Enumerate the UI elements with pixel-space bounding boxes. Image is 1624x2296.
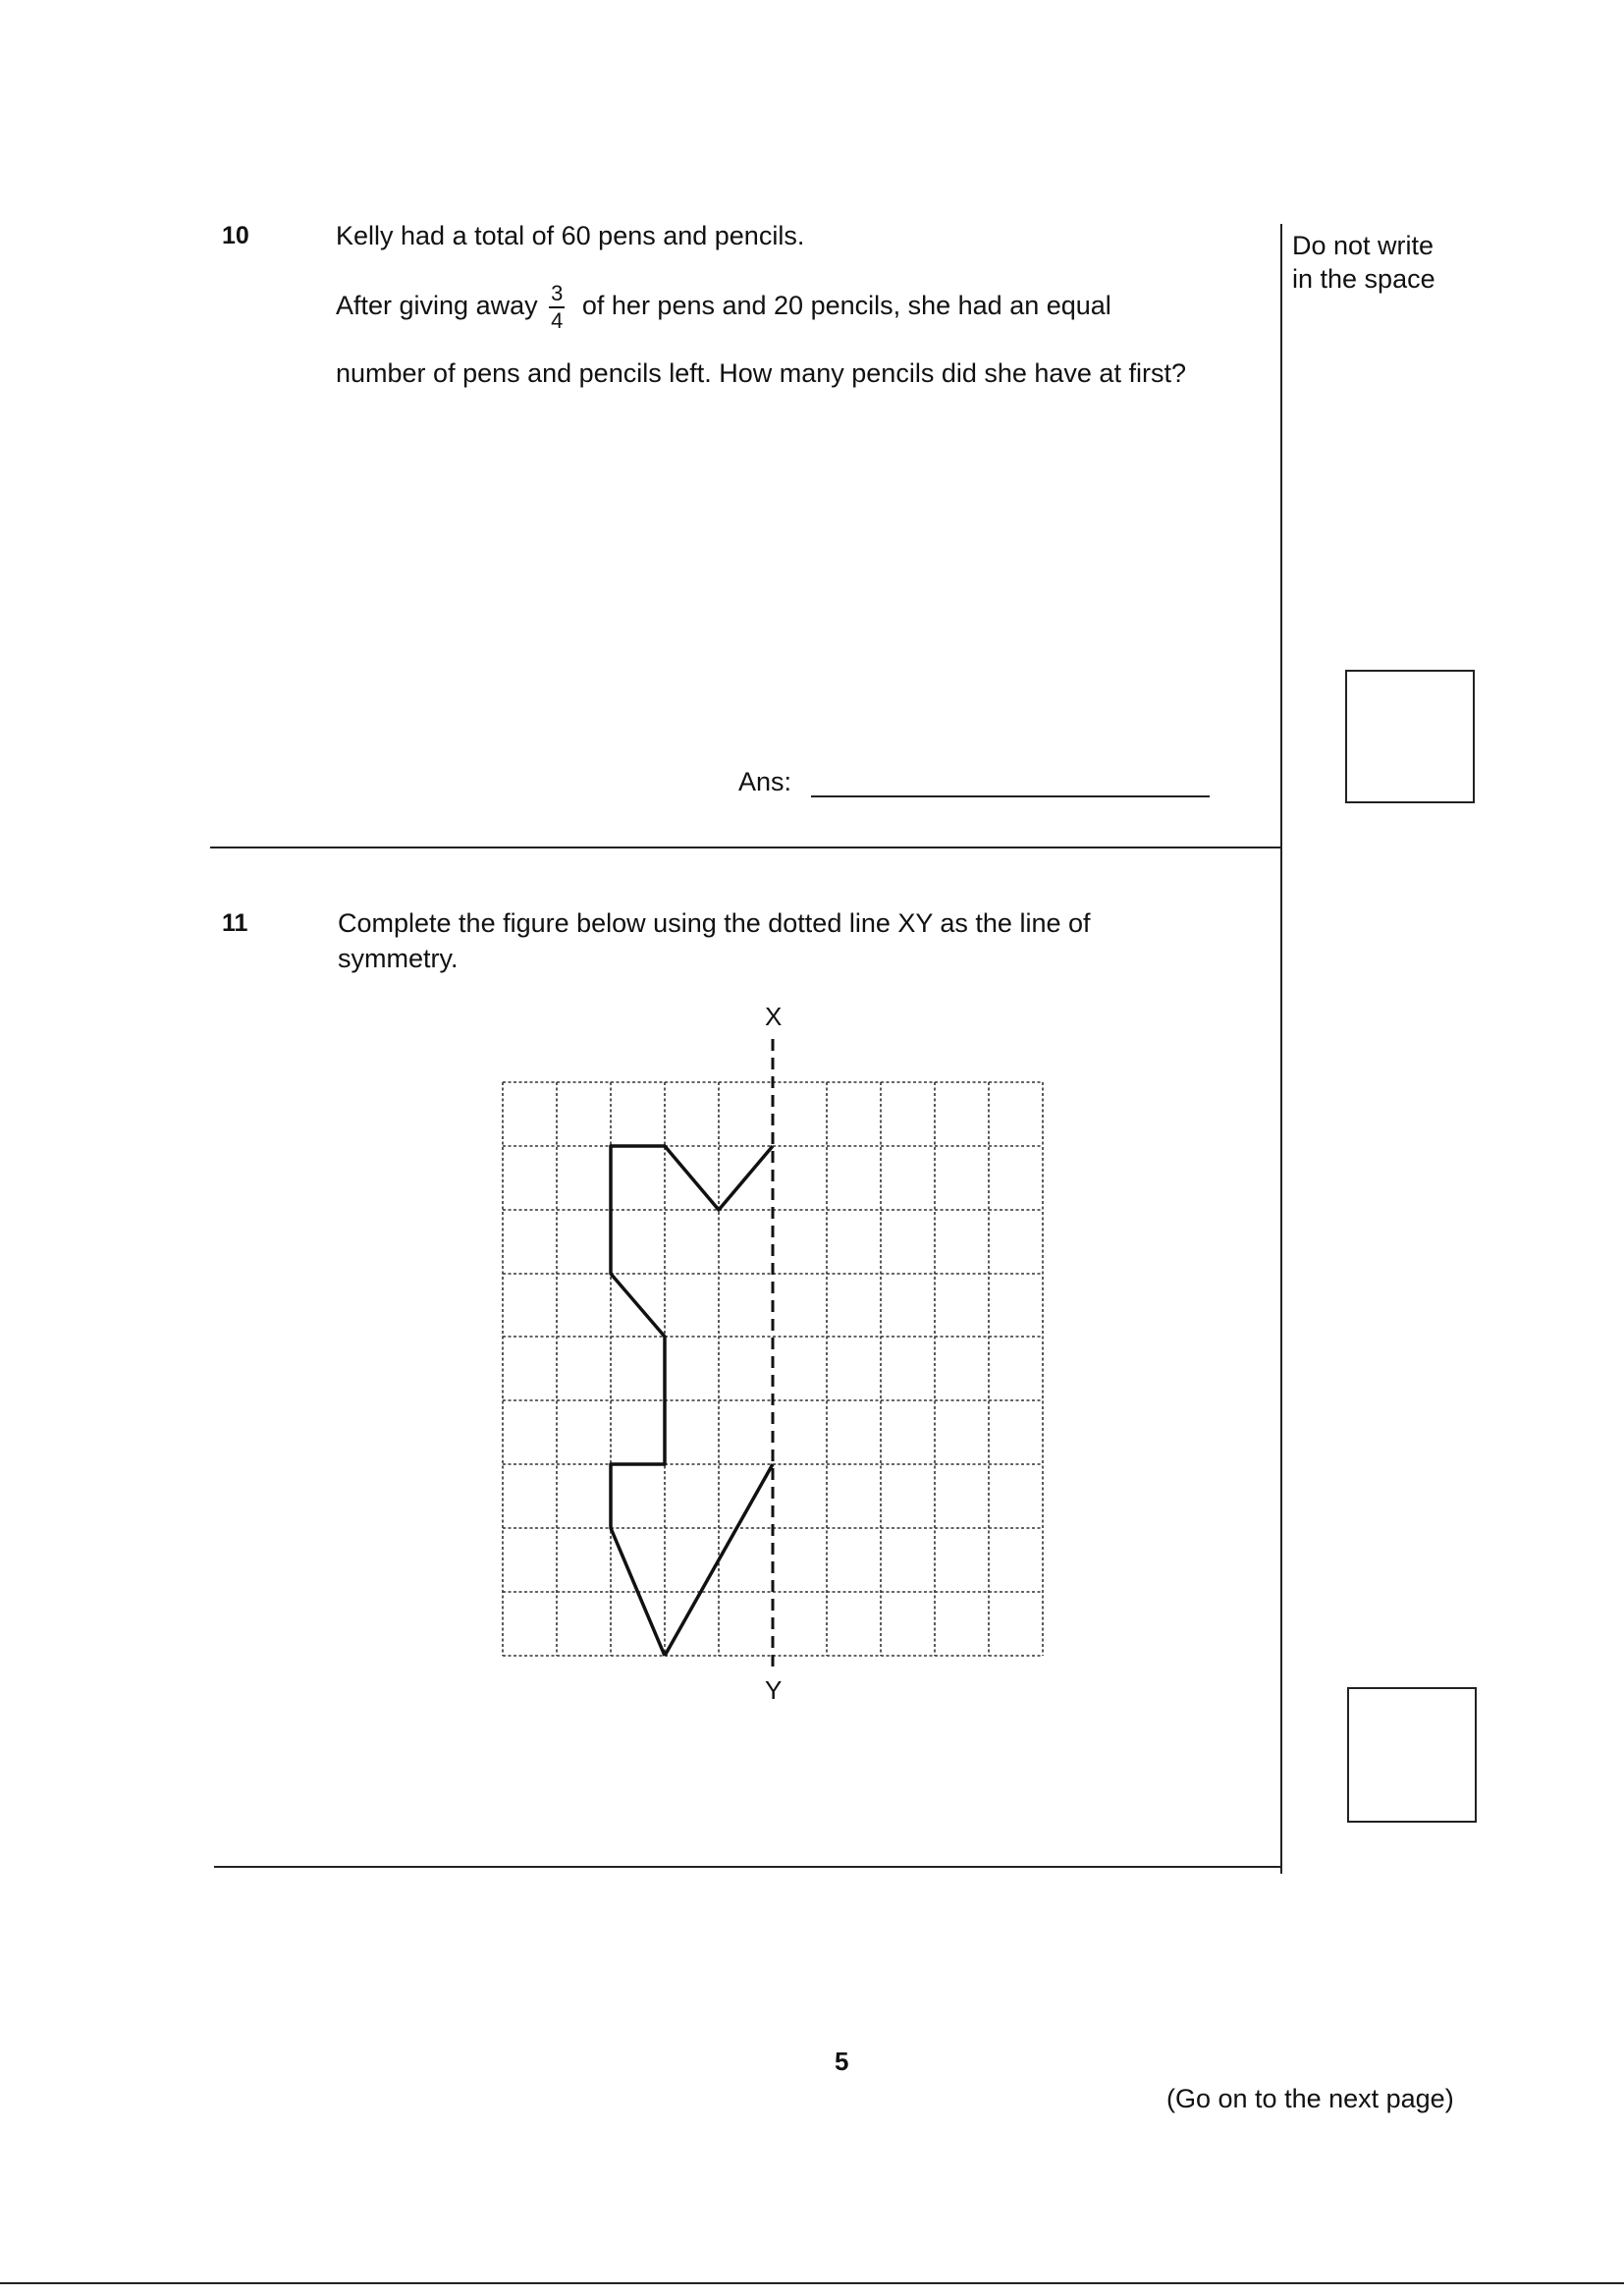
answer-label: Ans:: [738, 767, 792, 796]
question-11-line2: symmetry.: [338, 944, 459, 973]
page-bottom-border: [0, 2282, 1624, 2284]
symmetry-grid-figure: [491, 1031, 1060, 1669]
margin-divider: [1280, 224, 1282, 1874]
next-page-note: (Go on to the next page): [1166, 2084, 1454, 2113]
question-10-line2: [336, 283, 1111, 332]
section-divider-q11: [214, 1866, 1282, 1868]
question-10-line2-after: of her pens and 20 pencils, she had an equal: [581, 291, 1111, 321]
question-10-line2-before: After giving away: [336, 291, 538, 321]
fraction-denominator: 4: [551, 308, 564, 333]
fraction-numerator: 3: [549, 283, 565, 308]
symmetry-label-x: X: [765, 1002, 783, 1031]
question-11-number: 11: [222, 909, 248, 937]
question-11-line1: Complete the figure below using the dotted line XY as the line of: [338, 908, 1091, 938]
margin-note-line2: in the space: [1292, 263, 1435, 294]
margin-note-line1: Do not write: [1292, 231, 1435, 260]
question-10-line1: Kelly had a total of 60 pens and pencils.: [336, 221, 805, 250]
section-divider-q10: [210, 847, 1282, 848]
symmetry-label-y: Y: [765, 1675, 783, 1705]
fraction-three-quarters: [549, 283, 565, 332]
margin-note: [1292, 230, 1435, 297]
question-10-line3: number of pens and pencils left. How many pencils did she have at first?: [336, 358, 1186, 388]
mark-box-q10: [1345, 670, 1475, 803]
answer-line[interactable]: [811, 795, 1210, 797]
page-number: 5: [835, 2047, 849, 2076]
question-10-number: 10: [222, 222, 249, 249]
mark-box-q11: [1347, 1687, 1477, 1823]
